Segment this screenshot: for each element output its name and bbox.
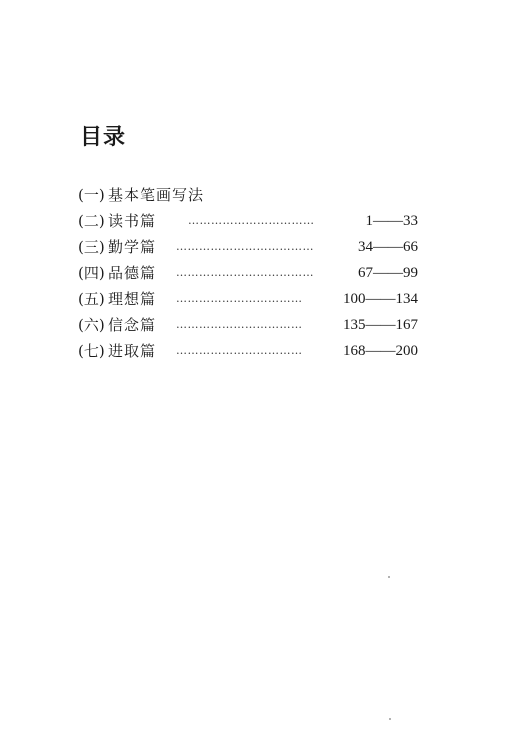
toc-entry-label: 品德篇: [108, 264, 157, 282]
toc-leader-dots: ……………………………: [176, 318, 303, 331]
toc-entry-number: (四): [78, 264, 105, 282]
scan-speck: [388, 576, 390, 578]
toc-entry-pages: 1——33: [365, 213, 418, 229]
table-of-contents: [78, 182, 418, 364]
toc-entry-pages: 67——99: [358, 265, 418, 281]
scan-speck: [389, 718, 391, 720]
toc-entry-number: (七): [78, 342, 105, 360]
toc-entry-label: 读书篇: [108, 212, 157, 230]
page-title: 目录: [80, 125, 127, 150]
toc-entry-1: [78, 182, 418, 208]
toc-entry-pages: 168——200: [343, 343, 418, 359]
toc-entry-pages: 135——167: [343, 317, 418, 333]
toc-entry-pages: 34——66: [358, 239, 418, 255]
toc-entry-number: (一): [78, 186, 105, 204]
toc-entry-7: [78, 338, 418, 364]
toc-entry-4: [78, 260, 418, 286]
toc-entry-number: (三): [78, 238, 105, 256]
toc-leader-dots: ……………………………: [176, 344, 303, 357]
toc-entry-3: [78, 234, 418, 260]
toc-entry-6: [78, 312, 418, 338]
toc-leader-dots: ………………………………: [176, 240, 314, 253]
toc-entry-label: 理想篇: [108, 290, 157, 308]
toc-leader-dots: ……………………………: [176, 292, 303, 305]
toc-entry-label: 基本笔画写法: [108, 186, 205, 204]
toc-leader-dots: ……………………………: [188, 214, 315, 227]
toc-entry-number: (五): [78, 290, 105, 308]
toc-entry-label: 勤学篇: [108, 238, 157, 256]
toc-entry-number: (六): [78, 316, 105, 334]
toc-entry-5: [78, 286, 418, 312]
toc-leader-dots: ………………………………: [176, 266, 314, 279]
toc-entry-label: 进取篇: [108, 342, 157, 360]
toc-entry-number: (二): [78, 212, 105, 230]
toc-entry-2: [78, 208, 418, 234]
toc-entry-pages: 100——134: [343, 291, 418, 307]
toc-entry-label: 信念篇: [108, 316, 157, 334]
